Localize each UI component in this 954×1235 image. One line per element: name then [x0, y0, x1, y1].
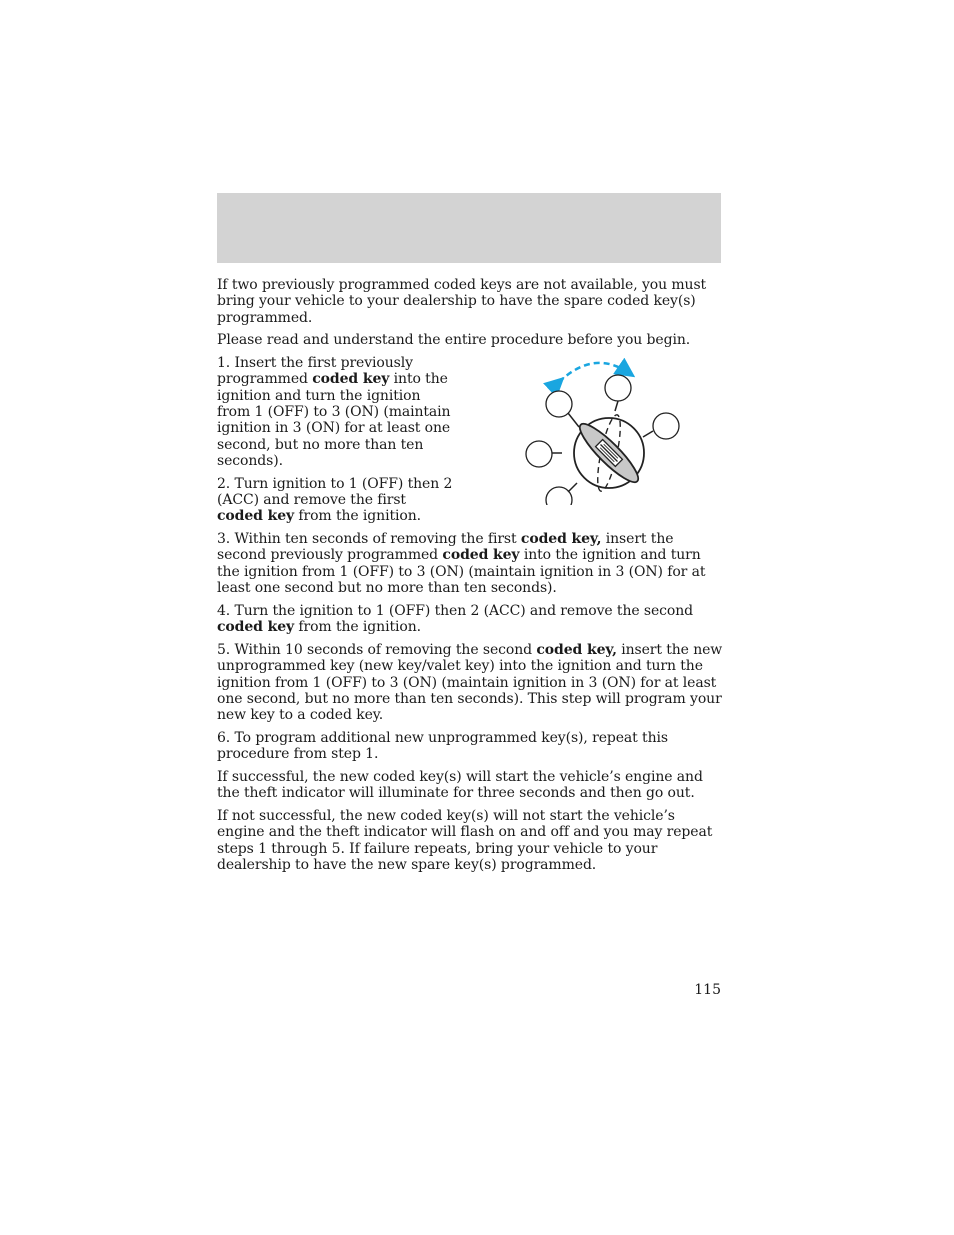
position-circle-icon [653, 413, 679, 439]
step-4: 4. Turn the ignition to 1 (OFF) then 2 (ACC) and remove the second coded key from the ignition. [217, 602, 694, 636]
step-2: 2. Turn ignition to 1 (OFF) then 2 (ACC) and remove the first coded key from the ignition. [217, 475, 453, 525]
step-5: 5. Within 10 seconds of removing the second coded key, insert the new unprogrammed key (new key/valet key) into the ignition and turn the ignition from 1 (OFF) to 3 (ON) (maintain ignition in 3 (ON) for at least one second, but no more than ten seconds). This step will program your new key to a coded key. [217, 641, 723, 724]
step-3: 3. Within ten seconds of removing the first coded key, insert the second previously programmed coded key into the ignition and turn the ignition from 1 (OFF) to 3 (ON) (maintain ignition in 3 (ON) for at least one second but no more than ten seconds). [217, 531, 706, 597]
page-number: 115 [694, 982, 721, 998]
step-6: 6. To program additional new unprogrammed key(s), repeat this procedure from step 1. [217, 729, 668, 763]
ignition-diagram [461, 355, 723, 505]
intro-paragraph: If two previously programmed coded keys are not available, you must bring your vehicle to your dealership to have the spare coded key(s) programmed. [217, 277, 707, 326]
outcome-success: If successful, the new coded key(s) will start the vehicle’s engine and the theft indicator will illuminate for three seconds and then go out. [217, 769, 703, 802]
position-circle-icon [605, 375, 631, 401]
section-header-band [217, 193, 721, 263]
step-1: 1. Insert the first previously programmed coded key into the ignition and turn the ignition from 1 (OFF) to 3 (ON) (maintain ignition in 3 (ON) for at least one second, but no more than ten seconds). [217, 355, 451, 469]
intro-paragraph: Please read and understand the entire procedure before you begin. [217, 332, 691, 349]
page-content [217, 277, 723, 880]
position-circle-icon [546, 487, 572, 505]
ignition-diagram-svg [461, 355, 723, 505]
position-circle-icon [526, 441, 552, 467]
outcome-failure: If not successful, the new coded key(s) will not start the vehicle’s engine and the theft indicator will flash on and off and you may repeat steps 1 through 5. If failure repeats, bring your vehicle to your dealership to have the new spare key(s) programmed. [217, 808, 713, 873]
